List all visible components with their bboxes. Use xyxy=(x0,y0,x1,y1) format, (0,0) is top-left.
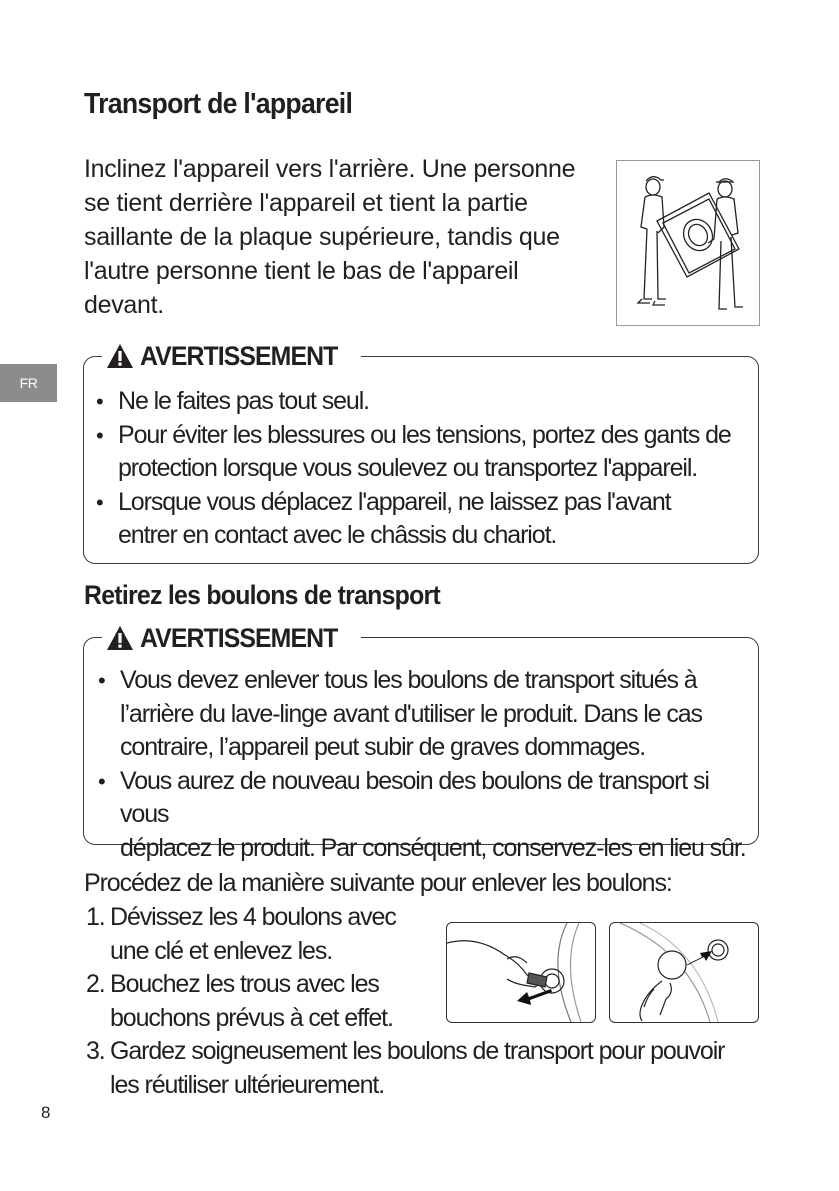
list-item: • Lorsque vous déplacez l'appareil, ne laissez pas l'avant entrer en contact avec le châssis du chariot. xyxy=(86,486,756,553)
warning-header-2 xyxy=(102,619,361,657)
step-line: les réutiliser ultérieurement. xyxy=(110,1070,385,1099)
list-item-line: Vous aurez de nouveau besoin des boulons de transport si vous xyxy=(120,766,709,828)
section-title-transport: Transport de l'appareil xyxy=(84,88,353,120)
list-item-line: Pour éviter les blessures ou les tensions, portez des gants de xyxy=(118,420,731,449)
warning-label: AVERTISSEMENT xyxy=(140,340,338,371)
language-tab-label: FR xyxy=(19,375,38,391)
wrench-bolt-icon xyxy=(447,923,595,1022)
list-item: • Vous devez enlever tous les boulons de transport situés à l’arrière du lave-linge avant d'utiliser le produit. Dans le cas contraire, l’appareil peut subir de graves dommages. xyxy=(88,664,758,765)
warning-triangle-icon xyxy=(106,625,134,651)
list-item: • Pour éviter les blessures ou les tensions, portez des gants de protection lorsque vous soulevez ou transportez l'appareil. xyxy=(86,419,756,486)
cap-hole-illustration xyxy=(609,922,759,1023)
step-number: 3. xyxy=(86,1037,105,1065)
step-line: bouchons prévus à cet effet. xyxy=(110,1003,393,1032)
warning-header-1 xyxy=(102,337,361,375)
unscrew-bolt-illustration xyxy=(446,922,596,1023)
list-item-line: Ne le faites pas tout seul. xyxy=(118,387,370,415)
list-item-line: Vous devez enlever tous les boulons de transport situés à xyxy=(120,666,697,694)
transport-paragraph xyxy=(84,152,604,322)
list-item-line: contraire, l’appareil peut subir de graves dommages. xyxy=(120,733,646,761)
list-item-line: Lorsque vous déplacez l'appareil, ne laissez pas l'avant xyxy=(118,487,671,516)
step-line: Dévissez les 4 boulons avec xyxy=(110,903,396,931)
list-item-line: déplacez le produit. Par conséquent, conservez-les en lieu sûr. xyxy=(120,833,746,862)
warning-list-1 xyxy=(86,385,756,553)
language-tab xyxy=(0,364,57,402)
list-item: • Vous aurez de nouveau besoin des boulons de transport si vous déplacez le produit. Par conséquent, conservez-les en lieu sûr. xyxy=(88,765,758,866)
list-item-line: entrer en contact avec le châssis du chariot. xyxy=(118,521,557,549)
paragraph-line: saillante de la plaque supérieure, tandis que xyxy=(84,223,560,251)
warning-label: AVERTISSEMENT xyxy=(140,622,338,653)
step-line: une clé et enlevez les. xyxy=(110,936,333,965)
paragraph-line: se tient derrière l'appareil et tient la partie xyxy=(84,189,528,217)
warning-list-2 xyxy=(88,664,758,865)
warning-triangle-icon xyxy=(106,343,134,369)
paragraph-line: l'autre personne tient le bas de l'appareil xyxy=(84,257,519,285)
paragraph-line: devant. xyxy=(84,291,164,319)
procedure-intro: Procédez de la manière suivante pour enlever les boulons: xyxy=(84,869,672,897)
paragraph-line: Inclinez l'appareil vers l'arrière. Une personne xyxy=(84,155,576,183)
section-title-bolts: Retirez les boulons de transport xyxy=(84,580,441,610)
two-people-carrying-icon xyxy=(617,161,759,325)
step-item xyxy=(86,1035,766,1102)
step-number: 2. xyxy=(86,970,105,998)
step-line: Gardez soigneusement les boulons de transport pour pouvoir xyxy=(110,1037,725,1065)
cap-insert-icon xyxy=(610,923,758,1022)
carry-appliance-illustration xyxy=(616,160,760,326)
list-item-line: protection lorsque vous soulevez ou transportez l'appareil. xyxy=(118,454,698,482)
list-item: • Ne le faites pas tout seul. xyxy=(86,385,756,419)
step-line: Bouchez les trous avec les xyxy=(110,970,379,998)
page-number: 8 xyxy=(41,1103,51,1122)
list-item-line: l’arrière du lave-linge avant d'utiliser le produit. Dans le cas xyxy=(120,699,702,728)
step-number: 1. xyxy=(86,903,105,931)
